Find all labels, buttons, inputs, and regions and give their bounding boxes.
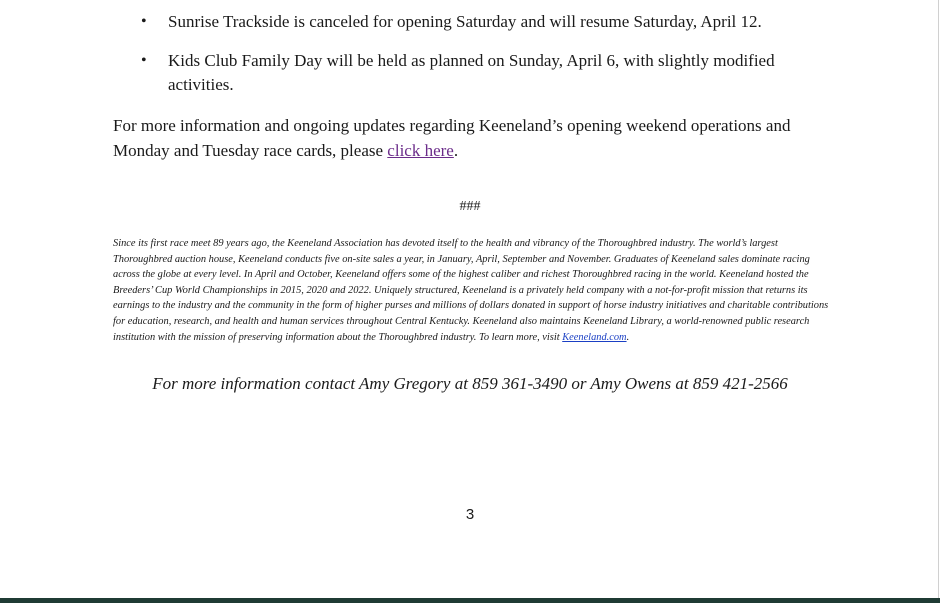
bullet-icon: • (141, 52, 147, 69)
end-separator: ### (459, 199, 481, 214)
list-item (113, 10, 813, 34)
more-info-text: For more information and ongoing updates regarding Keeneland’s opening weekend operations and Monday and Tuesday race cards, please (113, 116, 791, 160)
list-item (113, 49, 813, 97)
page-number: 3 (465, 506, 475, 523)
window-bottom-border (0, 598, 940, 603)
bullet-text: Kids Club Family Day will be held as planned on Sunday, April 6, with slightly modified activities. (168, 51, 775, 94)
boilerplate-text: Since its first race meet 89 years ago, the Keeneland Association has devoted itself to the health and vibrancy of the Thoroughbred industry. The world’s largest Thoroughbred auction house, Keeneland conducts five on-site sales a year, in January, April, September and November. Graduates of Keeneland sales dominate racing across the globe at every level. In April and October, Keeneland offers some of the highest caliber and richest Thoroughbred racing in the world. Keeneland hosted the Breeders’ Cup World Championships in 2015, 2020 and 2022. Uniquely structured, Keeneland is a privately held company with a not-for-profit mission that returns its earnings to the industry and the community in the form of higher purses and millions of dollars donated in support of horse industry initiatives and charitable contributions for education, research, and health and human services throughout Central Kentucky. Keeneland also maintains Keeneland Library, a world-renowned public research institution with the mission of preserving information about the Thoroughbred industry. To learn more, visit (113, 238, 829, 343)
more-info-period: . (453, 141, 459, 160)
bullet-icon: • (141, 13, 147, 30)
more-info-paragraph (113, 113, 833, 163)
boilerplate-period: . (626, 331, 630, 343)
contact-line: For more information contact Amy Gregory at 859 361-3490 or Amy Owens at 859 421-2566 (152, 374, 788, 393)
bullet-text: Sunrise Trackside is canceled for opening Saturday and will resume Saturday, April 12. (168, 12, 762, 31)
click-here-link[interactable]: click here (387, 141, 454, 160)
bullet-list (113, 10, 813, 112)
keeneland-link[interactable]: Keeneland.com (562, 331, 627, 343)
boilerplate-paragraph (113, 236, 833, 345)
